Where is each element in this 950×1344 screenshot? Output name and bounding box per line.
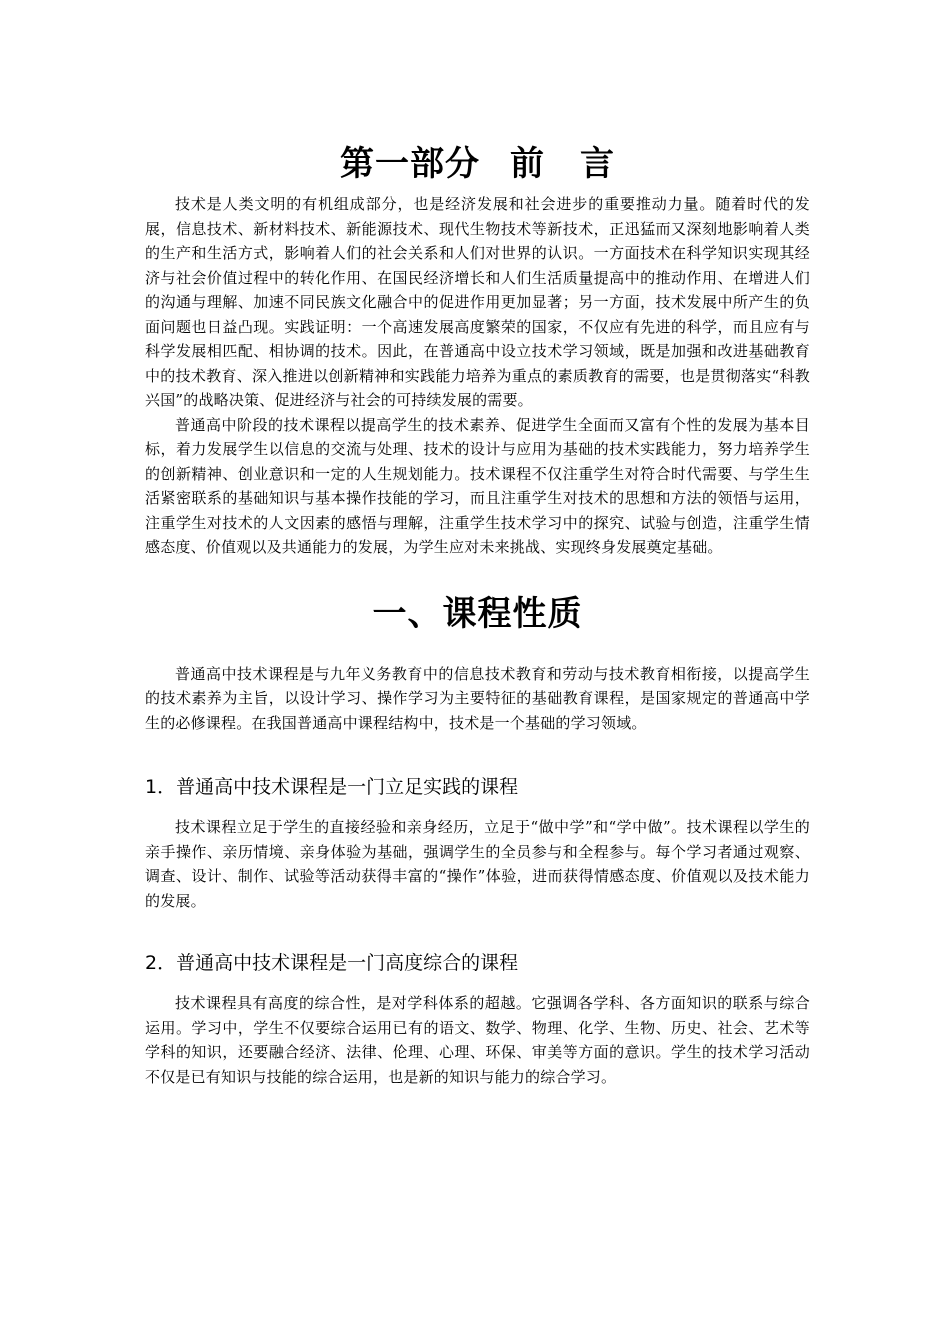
subsection-2-title: 2．普通高中技术课程是一门高度综合的课程 [145,952,519,974]
preface-paragraph-2: 普通高中阶段的技术课程以提高学生的技术素养、促进学生全面而又富有个性的发展为基本目标，着力发展学生以信息的交流与处理、技术的设计与应用为基础的技术实践能力，努力培养学生的创新精神、创业意识和一定的人生规划能力。技术课程不仅注重学生对符合时代需要、与学生生活紧密联系的基础知识与基本操作技能的学习，而且注重学生对技术的思想和方法的领悟与运用，注重学生对技术的人文因素的感悟与理解，注重学生技术学习中的探究、试验与创造，注重学生情感态度、价值观以及共通能力的发展，为学生应对未来挑战、实现终身发展奠定基础。 [145,415,810,556]
section-intro-paragraph: 普通高中技术课程是与九年义务教育中的信息技术教育和劳动与技术教育相衔接，以提高学生的技术素养为主旨，以设计学习、操作学习为主要特征的基础教育课程，是国家规定的普通高中学生的必修课程。在我国普通高中课程结构中，技术是一个基础的学习领域。 [145,664,810,732]
subsection-2-paragraph: 技术课程具有高度的综合性，是对学科体系的超越。它强调各学科、各方面知识的联系与综合运用。学习中，学生不仅要综合运用已有的语文、数学、物理、化学、生物、历史、社会、艺术等学科的知识，还要融合经济、法律、伦理、心理、环保、审美等方面的意识。学生的技术学习活动不仅是已有知识与技能的综合运用，也是新的知识与能力的综合学习。 [145,994,810,1086]
section-title: 一、课程性质 [372,593,583,634]
document-page [145,140,810,1089]
part-title-left: 第一部分 [340,144,480,184]
subsection-1-title: 1．普通高中技术课程是一门立足实践的课程 [145,776,519,798]
preface-paragraph-1: 技术是人类文明的有机组成部分，也是经济发展和社会进步的重要推动力量。随着时代的发展，信息技术、新材料技术、新能源技术、现代生物技术等新技术，正迅猛而又深刻地影响着人类的生产和生活方式，影响着人们的社会关系和人们对世界的认识。一方面技术在科学知识实现其经济与社会价值过程中的转化作用、在国民经济增长和人们生活质量提高中的推动作用、在增进人们的沟通与理解、加速不同民族文化融合中的促进作用更加显著；另一方面，技术发展中所产生的负面问题也日益凸现。实践证明：一个高速发展高度繁荣的国家，不仅应有先进的科学，而且应有与科学发展相匹配、相协调的技术。因此，在普通高中设立技术学习领域，既是加强和改进基础教育中的技术教育、深入推进以创新精神和实践能力培养为重点的素质教育的需要，也是贯彻落实“科教兴国”的战略决策、促进经济与社会的可持续发展的需要。 [145,195,810,409]
part-title-right: 前 言 [510,144,615,184]
subsection-1-paragraph: 技术课程立足于学生的直接经验和亲身经历，立足于“做中学”和“学中做”。技术课程以学生的亲手操作、亲历情境、亲身体验为基础，强调学生的全员参与和全程参与。每个学习者通过观察、调查、设计、制作、试验等活动获得丰富的“操作”体验，进而获得情感态度、价值观以及技术能力的发展。 [145,818,810,910]
part-title [145,140,810,188]
